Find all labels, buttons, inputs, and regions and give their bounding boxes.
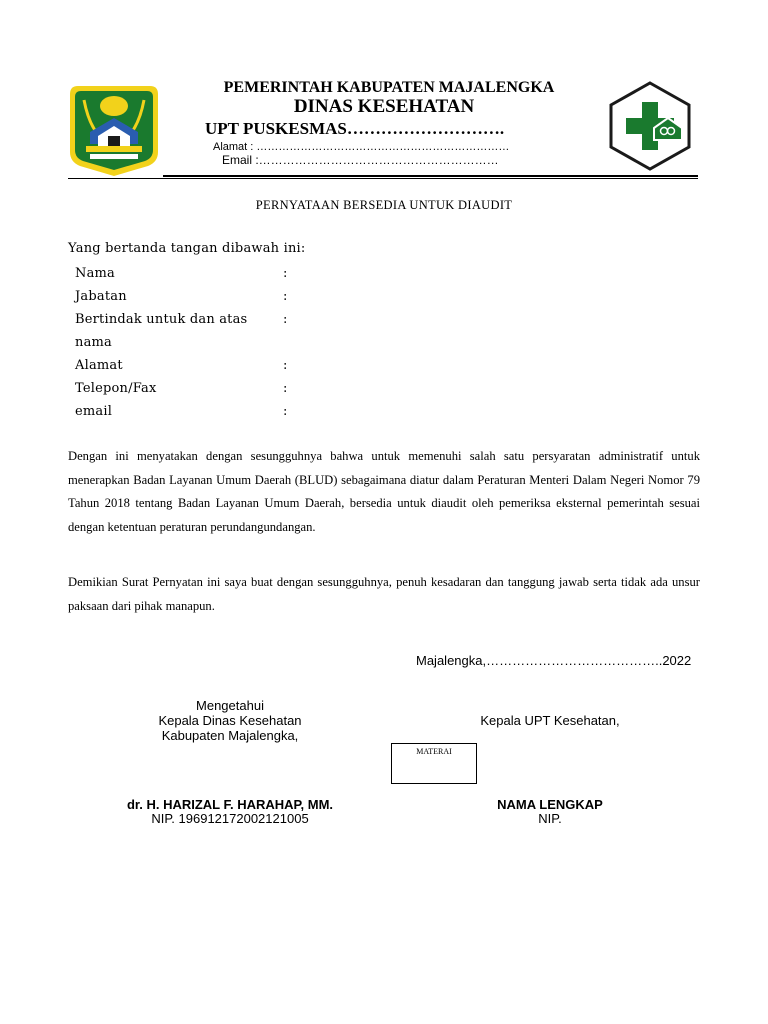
field-colon: : xyxy=(283,266,288,281)
letterhead-unit: UPT PUSKESMAS………………………. xyxy=(205,119,505,138)
field-label-telepon: Telepon/Fax xyxy=(75,381,157,396)
place-date: Majalengka,…………………………………..2022 xyxy=(416,653,692,668)
field-label-email: email xyxy=(75,404,113,419)
left-signer-line3: Kabupaten Majalengka, xyxy=(161,728,299,743)
left-signer-line1: Mengetahui xyxy=(196,698,264,713)
field-label-nama-cont: nama xyxy=(75,335,113,350)
left-signer-name: dr. H. HARIZAL F. HARAHAP, MM. xyxy=(126,797,334,812)
field-label-nama: Nama xyxy=(75,266,116,281)
left-signer-line2: Kepala Dinas Kesehatan xyxy=(158,713,302,728)
closing-paragraph: Demikian Surat Pernyatan ini saya buat dengan sesungguhnya, penuh kesadaran dan tanggung jawab serta tidak ada unsur paksaan dari pihak manapun. xyxy=(68,575,700,613)
intro-text: Yang bertanda tangan dibawah ini: xyxy=(68,241,306,256)
letterhead-agency: DINAS KESEHATAN xyxy=(293,96,475,117)
letterhead-address: Alamat : …………………………………………………………… xyxy=(213,141,510,153)
field-colon: : xyxy=(283,312,288,327)
field-label-bertindak: Bertindak untuk dan atas xyxy=(75,312,248,327)
right-signer-nip: NIP. xyxy=(538,811,562,826)
left-signer-nip: NIP. 196912172002121005 xyxy=(151,811,309,826)
statement-paragraph: Dengan ini menyatakan dengan sesungguhnya bahwa untuk memenuhi salah satu persyaratan administratif untuk menerapkan Badan Layanan Umum Daerah (BLUD) sebagaimana diatur dalam Peraturan Menteri Dalam Negeri Nomor 79 Tahun 2018 tentang Badan Layanan Umum Daerah, bersedia untuk diaudit oleh pemeriksa eksternal pemerintah sesuai dengan ketentuan peraturan perundangundangan. xyxy=(68,449,700,534)
field-colon: : xyxy=(283,289,288,304)
document-title: PERNYATAAN BERSEDIA UNTUK DIAUDIT xyxy=(255,198,513,212)
field-colon: : xyxy=(283,404,288,419)
field-label-alamat: Alamat xyxy=(75,358,123,373)
field-label-jabatan: Jabatan xyxy=(75,289,127,304)
stamp-duty-label: MATERAI xyxy=(416,747,452,756)
field-colon: : xyxy=(283,358,288,373)
letterhead-email: Email :…………………………………………………… xyxy=(222,153,499,167)
letterhead-divider-thin xyxy=(68,178,698,179)
field-colon: : xyxy=(283,381,288,396)
letterhead-divider-thick xyxy=(163,175,698,177)
right-signer-title: Kepala UPT Kesehatan, xyxy=(480,713,620,728)
right-signer-name: NAMA LENGKAP xyxy=(497,797,603,812)
letterhead-government: PEMERINTAH KABUPATEN MAJALENGKA xyxy=(223,79,555,96)
